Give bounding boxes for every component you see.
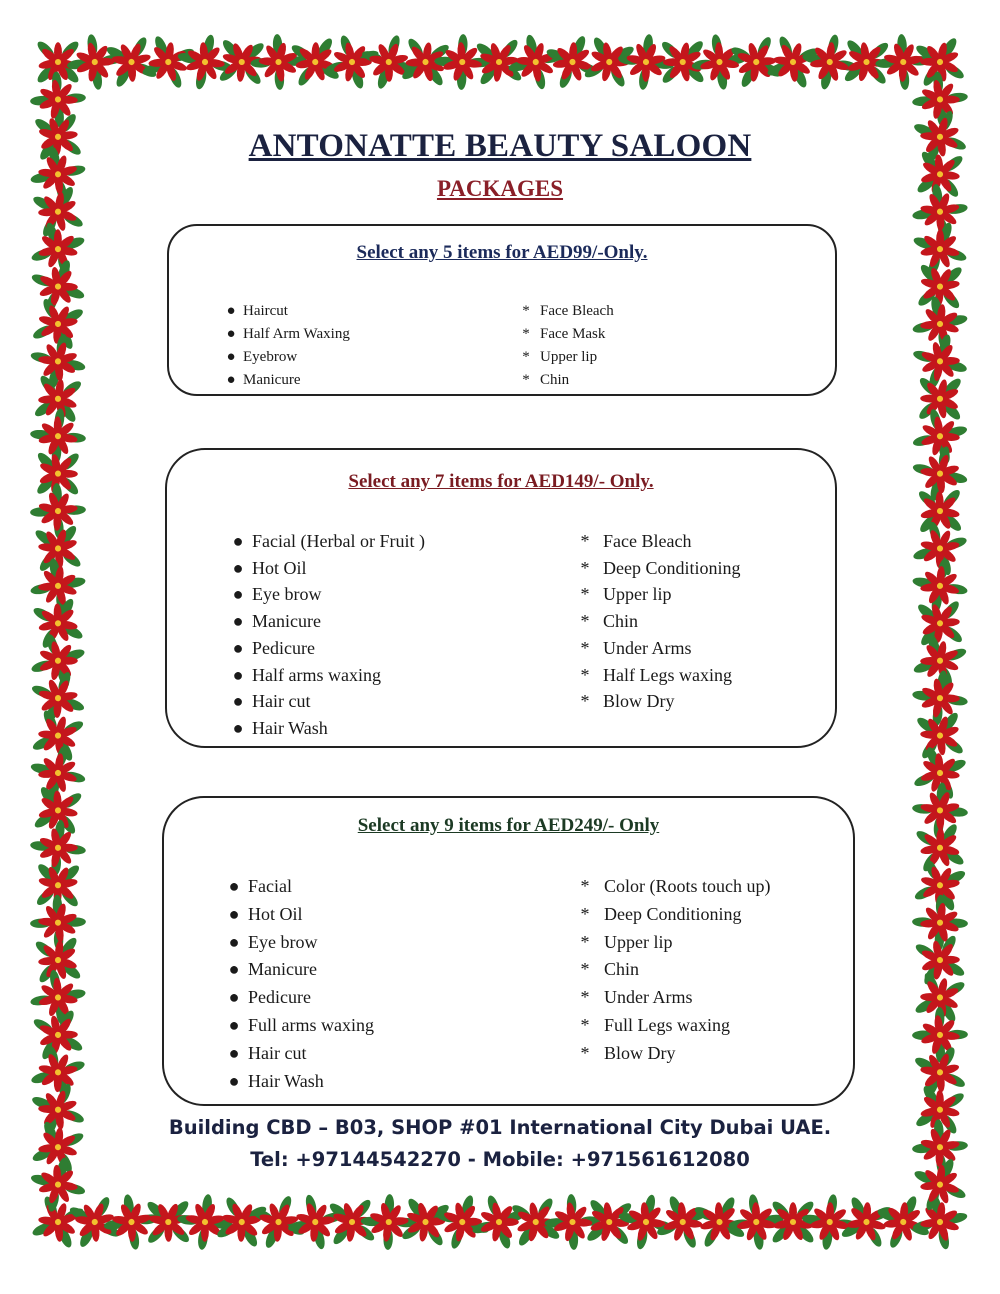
list-item: ● Facial (Herbal or Fruit ) [224,528,425,555]
list-item: * Upper lip [566,929,771,957]
list-item: ● Hot Oil [224,555,425,582]
dot-bullet-icon: ● [226,326,236,342]
dot-bullet-icon: ● [228,903,240,924]
dot-bullet-icon: ● [232,691,244,712]
asterisk-bullet-icon: * [580,876,590,896]
list-item: * Upper lip [567,581,741,608]
list-item: ● Haircut [219,300,350,323]
asterisk-bullet-icon: * [580,691,590,712]
list-item: * Chin [566,956,771,984]
asterisk-bullet-icon: * [580,931,590,952]
asterisk-bullet-icon: * [580,584,590,605]
asterisk-bullet-icon: * [522,349,530,365]
list-item: * Face Bleach [567,528,741,555]
list-item: * Half Legs waxing [567,662,741,689]
asterisk-bullet-icon: * [580,987,590,1008]
asterisk-bullet-icon: * [580,531,590,551]
package-heading: Select any 7 items for AED149/- Only. [348,471,654,492]
poinsettia-flower-icon [25,478,90,543]
dot-bullet-icon: ● [228,987,240,1008]
asterisk-bullet-icon: * [522,326,530,342]
list-item: ● Hair cut [220,1040,374,1068]
dot-bullet-icon: ● [226,372,236,388]
list-item: ● Hair cut [224,688,425,715]
list-item: ● Eye brow [224,581,425,608]
asterisk-bullet-icon: * [580,1042,590,1063]
dot-bullet-icon: ● [228,1014,240,1035]
poinsettia-flower-icon [908,1190,971,1253]
list-item: ● Half Arm Waxing [219,323,350,346]
list-item: * Face Bleach [512,300,614,323]
package-heading: Select any 5 items for AED99/-Only. [356,242,648,263]
poinsettia-flower-icon [25,67,90,132]
dot-bullet-icon: ● [228,931,240,952]
list-item: * Blow Dry [567,688,741,715]
dot-bullet-icon: ● [232,531,244,551]
list-item: * Chin [512,369,614,392]
list-item: ● Pedicure [224,635,425,662]
asterisk-bullet-icon: * [580,1014,590,1035]
asterisk-bullet-icon: * [580,664,590,685]
list-item: * Chin [567,608,741,635]
package-left-list [224,528,425,742]
list-item: ● Hot Oil [220,901,374,929]
dot-bullet-icon: ● [232,717,244,738]
dot-bullet-icon: ● [232,637,244,658]
package-left-list [219,300,350,392]
dot-bullet-icon: ● [228,876,240,896]
salon-title: ANTONATTE BEAUTY SALOON [248,128,752,164]
dot-bullet-icon: ● [226,303,236,319]
package-heading: Select any 9 items for AED249/- Only [357,815,660,836]
asterisk-bullet-icon: * [580,611,590,632]
poinsettia-flower-icon [27,630,89,692]
address-line: Building CBD – B03, SHOP #01 International City Dubai UAE. [168,1116,832,1139]
poinsettia-flower-icon [798,30,862,94]
contact-line: Tel: +97144542270 - Mobile: +971561612080 [250,1148,750,1171]
dot-bullet-icon: ● [226,349,236,365]
package-card-5-items [167,224,837,396]
list-item: ● Pedicure [220,984,374,1012]
list-item: ● Eye brow [220,929,374,957]
list-item: * Deep Conditioning [567,555,741,582]
list-item: * Deep Conditioning [566,901,771,929]
dot-bullet-icon: ● [232,557,244,578]
list-item: ● Manicure [220,956,374,984]
package-card-9-items [162,796,855,1106]
list-item: ● Manicure [219,369,350,392]
poinsettia-flower-icon [28,256,89,317]
package-right-list [567,528,741,715]
poinsettia-flower-icon [916,487,964,535]
list-item: ● Half arms waxing [224,662,425,689]
package-card-7-items [165,448,837,748]
asterisk-bullet-icon: * [580,903,590,924]
poinsettia-flower-icon [28,668,88,728]
list-item: ● Manicure [224,608,425,635]
dot-bullet-icon: ● [228,959,240,980]
list-item: * Under Arms [567,635,741,662]
asterisk-bullet-icon: * [522,372,530,388]
list-item: ● Hair Wash [220,1068,374,1096]
list-item: * Under Arms [566,984,771,1012]
list-item: ● Hair Wash [224,715,425,742]
dot-bullet-icon: ● [232,664,244,685]
dot-bullet-icon: ● [232,584,244,605]
asterisk-bullet-icon: * [580,959,590,980]
list-item: ● Facial [220,873,374,901]
list-item: ● Full arms waxing [220,1012,374,1040]
list-item: * Upper lip [512,346,614,369]
list-item: * Blow Dry [566,1040,771,1068]
asterisk-bullet-icon: * [580,557,590,578]
poinsettia-flower-icon [173,30,236,93]
package-left-list [220,873,374,1095]
list-item: * Face Mask [512,323,614,346]
dot-bullet-icon: ● [228,1070,240,1091]
dot-bullet-icon: ● [228,1042,240,1063]
asterisk-bullet-icon: * [580,637,590,658]
poinsettia-flower-icon [913,821,967,875]
packages-subtitle: PACKAGES [436,176,564,201]
package-right-list [512,300,614,392]
list-item: ● Eyebrow [219,346,350,369]
list-item: * Full Legs waxing [566,1012,771,1040]
list-item: * Color (Roots touch up) [566,873,771,901]
poinsettia-flower-icon [917,375,964,422]
package-right-list [566,873,771,1068]
dot-bullet-icon: ● [232,611,244,632]
asterisk-bullet-icon: * [522,303,530,319]
